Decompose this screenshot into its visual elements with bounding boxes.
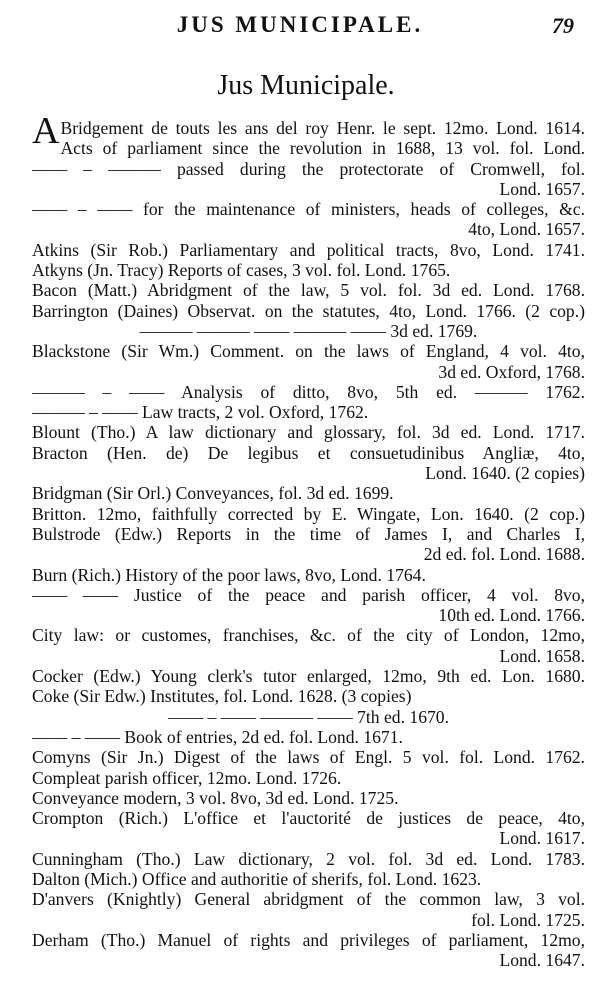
entry-text: Blackstone (Sir Wm.) Comment. on the laws of England, 4 vol. 4to, [32,341,585,362]
catalogue-entry [32,686,585,747]
entry-line [32,828,585,848]
entry-line [32,869,585,889]
entry-text: City law: or customes, franchises, &c. of the city of London, 12mo, [32,625,585,646]
entry-line [32,747,585,767]
entry-text: Comyns (Sir Jn.) Digest of the laws of Engl. 5 vol. fol. Lond. 1762. [32,747,585,768]
entry-text: Conveyance modern, 3 vol. 8vo, 3d ed. Lond. 1725. [32,787,399,808]
entry-line [32,808,585,828]
entry-text: Cocker (Edw.) Young clerk's tutor enlarged, 12mo, 9th ed. Lon. 1680. [32,666,585,687]
entry-text: Coke (Sir Edw.) Institutes, fol. Lond. 1628. (3 copies) [32,686,412,707]
entry-line [32,707,585,727]
catalogue-entries [32,110,585,971]
entry-line [32,321,585,341]
catalogue-entry [32,260,585,280]
entry-text: —— – —— for the maintenance of ministers, heads of colleges, &c. [32,199,585,220]
catalogue-entry [32,930,585,971]
entry-text: Lond. 1617. [499,828,585,849]
entry-text: Crompton (Rich.) L'office et l'auctorité de justices de peace, 4to, [32,808,585,829]
entry-line [32,219,585,239]
entry-text: 3d ed. Oxford, 1768. [438,361,585,382]
entry-line [32,260,585,280]
catalogue-entry [32,768,585,788]
entry-line [32,301,585,321]
drop-cap: A [32,110,60,152]
catalogue-entry [32,301,585,342]
entry-text: Lond. 1658. [499,645,585,666]
catalogue-entry [32,240,585,260]
entry-line [32,138,585,158]
entry-line [32,646,585,666]
entry-text: —— – ——— passed during the protectorate of Cromwell, fol. [32,158,585,179]
entry-line [32,686,585,706]
entry-text: Bracton (Hen. de) De legibus et consuetudinibus Angliæ, 4to, [32,442,585,463]
catalogue-entry [32,869,585,889]
entry-text: Cunningham (Tho.) Law dictionary, 2 vol. fol. 3d ed. Lond. 1783. [32,848,585,869]
catalogue-entry [32,382,585,423]
entry-text: ——— ——— —— ——— —— 3d ed. 1769. [139,320,478,341]
entry-text: Blount (Tho.) A law dictionary and glossary, fol. 3d ed. Lond. 1717. [32,422,585,443]
entry-text: Atkyns (Jn. Tracy) Reports of cases, 3 vol. fol. Lond. 1765. [32,260,451,281]
entry-line [32,382,585,402]
catalogue-entry [32,138,585,199]
catalogue-entry [32,443,585,484]
entry-text: Burn (Rich.) History of the poor laws, 8vo, Lond. 1764. [32,564,426,585]
entry-line [32,463,585,483]
entry-line [32,422,585,442]
catalogue-entry [32,788,585,808]
entry-text: Britton. 12mo, faithfully corrected by E. Wingate, Lon. 1640. (2 cop.) [32,503,585,524]
entry-line [32,727,585,747]
entry-text: Dalton (Mich.) Office and authoritie of sherifs, fol. Lond. 1623. [32,868,482,889]
entry-line [32,524,585,544]
catalogue-entry [32,889,585,930]
catalogue-entry [32,565,585,626]
entry-line [32,362,585,382]
catalogue-entry [32,280,585,300]
catalogue-entry [32,747,585,767]
entry-text: Lond. 1647. [499,950,585,971]
entry-line [32,625,585,645]
entry-text: fol. Lond. 1725. [471,909,585,930]
entry-text: Bacon (Matt.) Abridgment of the law, 5 vol. fol. 3d ed. Lond. 1768. [32,280,585,301]
entry-text: Atkins (Sir Rob.) Parliamentary and political tracts, 8vo, Lond. 1741. [32,239,585,260]
page-number: 79 [552,13,574,38]
entry-line [32,950,585,970]
entry-line [32,930,585,950]
entry-text: 4to, Lond. 1657. [468,219,585,240]
entry-text: Bridgman (Sir Orl.) Conveyances, fol. 3d ed. 1699. [32,483,394,504]
entry-line [32,402,585,422]
entry-line [32,788,585,808]
entry-line [32,483,585,503]
catalogue-entry [32,341,585,382]
catalogue-entry [32,483,585,503]
entry-text: —— —— Justice of the peace and parish officer, 4 vol. 8vo, [32,584,585,605]
entry-line [32,199,585,219]
entry-line [32,768,585,788]
entry-line [32,605,585,625]
entry-text: ——— – —— Analysis of ditto, 8vo, 5th ed. ——— 1762. [32,381,585,402]
entry-line [32,341,585,361]
entry-text: ——— – —— Law tracts, 2 vol. Oxford, 1762. [32,402,369,423]
entry-text: Compleat parish officer, 12mo. Lond. 1726. [32,767,342,788]
entry-line [32,889,585,909]
catalogue-entry [32,808,585,849]
catalogue-entry [32,422,585,442]
entry-text: —— – —— ——— —— 7th ed. 1670. [167,706,449,727]
entry-text: Bridgement de touts les ans del roy Henr. le sept. 12mo. Lond. 1614. [60,118,585,138]
catalogue-entry [32,849,585,869]
entry-text: D'anvers (Knightly) General abridgment of the common law, 3 vol. [32,889,585,910]
section-title: Jus Municipale. [217,70,395,101]
entry-text: Derham (Tho.) Manuel of rights and privileges of parliament, 12mo, [32,929,585,950]
catalogue-entry [32,524,585,565]
entry-text: 2d ed. fol. Lond. 1688. [423,544,585,565]
entry-line [32,280,585,300]
entry-text: —— – —— Book of entries, 2d ed. fol. Lond. 1671. [32,726,403,747]
entry-line [32,565,585,585]
entry-line [32,240,585,260]
running-title: JUS MUNICIPALE. [176,12,424,37]
entry-text: Barrington (Daines) Observat. on the statutes, 4to, Lond. 1766. (2 cop.) [32,300,585,321]
entry-line [32,443,585,463]
entry-line [32,910,585,930]
entry-line [32,849,585,869]
entry-text: Lond. 1640. (2 copies) [425,463,585,484]
entry-text: 10th ed. Lond. 1766. [438,605,585,626]
entry-text: Bulstrode (Edw.) Reports in the time of James I, and Charles I, [32,523,585,544]
entry-line [32,504,585,524]
entry-line [32,159,585,179]
entry-line [32,544,585,564]
entry-line [32,666,585,686]
entry-line [32,179,585,199]
catalogue-entry [32,625,585,666]
catalogue-entry [32,504,585,524]
entry-text: Acts of parliament since the revolution in 1688, 13 vol. fol. Lond. [60,138,585,159]
catalogue-entry [32,199,585,240]
entry-line [32,585,585,605]
entry-text: Lond. 1657. [499,178,585,199]
catalogue-entry [32,666,585,686]
running-head [0,12,612,40]
